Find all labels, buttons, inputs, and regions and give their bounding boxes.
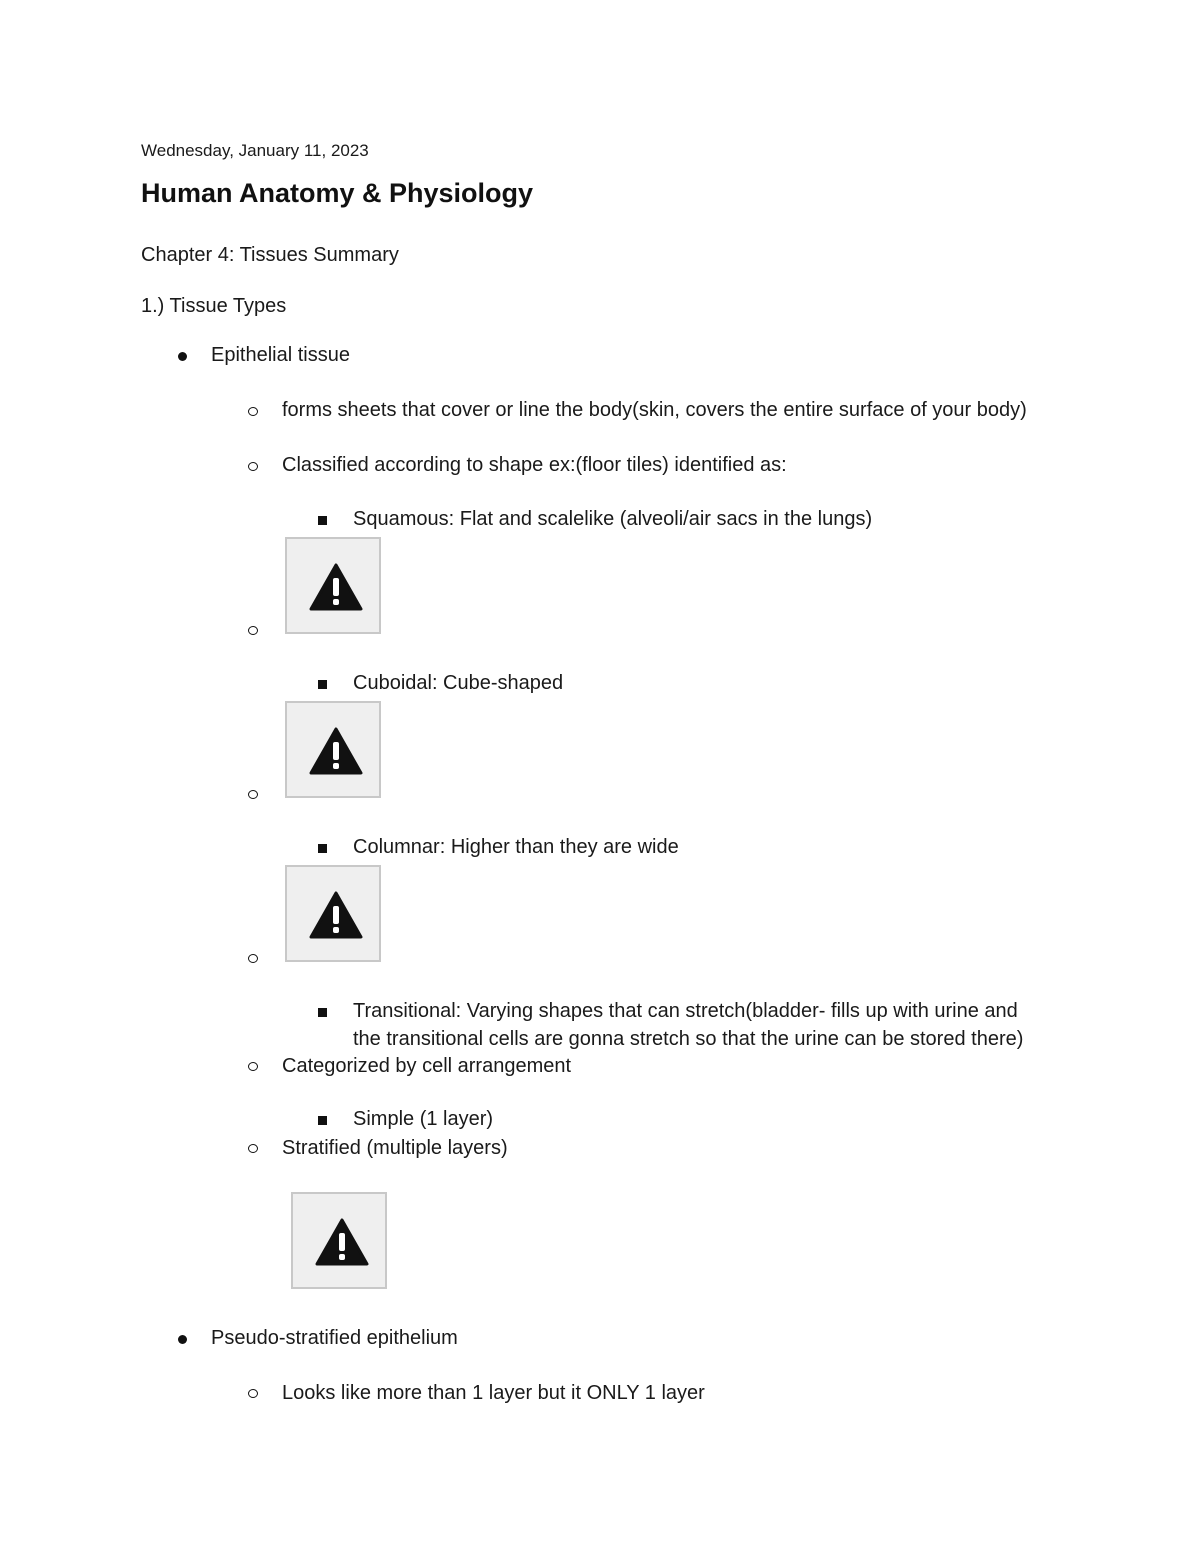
bullet-circle (248, 407, 258, 416)
bullet-circle (248, 1062, 258, 1071)
list-item-cuboidal: Cuboidal: Cube-shaped (353, 672, 564, 694)
broken-image-placeholder (291, 1192, 387, 1289)
list-item-classified: Classified according to shape ex:(floor tiles) identified as: (282, 454, 787, 476)
list-item-squamous: Squamous: Flat and scalelike (alveoli/air sacs in the lungs) (353, 508, 873, 530)
bullet-disc (178, 352, 187, 361)
bullet-disc (178, 1335, 187, 1344)
list-item-stratified: Stratified (multiple layers) (282, 1137, 508, 1159)
list-item-epithelial: Epithelial tissue (211, 344, 350, 366)
list-item-looks-like: Looks like more than 1 layer but it ONLY 1 layer (282, 1382, 705, 1404)
list-item-categorized: Categorized by cell arrangement (282, 1055, 572, 1077)
list-item-transitional-line2: the transitional cells are gonna stretch so that the urine can be stored there) (353, 1028, 1024, 1050)
bullet-circle (248, 626, 258, 635)
list-item-pseudo-stratified: Pseudo-stratified epithelium (211, 1327, 458, 1349)
bullet-square (318, 516, 327, 525)
list-item-transitional-line1: Transitional: Varying shapes that can stretch(bladder- fills up with urine and (353, 1000, 1018, 1022)
warning-icon (309, 891, 363, 939)
warning-icon (309, 563, 363, 611)
bullet-circle (248, 1389, 258, 1398)
list-item-forms-sheets: forms sheets that cover or line the body(skin, covers the entire surface of your body) (282, 399, 1027, 421)
list-item-simple: Simple (1 layer) (353, 1108, 494, 1130)
bullet-square (318, 680, 327, 689)
section-heading: 1.) Tissue Types (141, 295, 287, 317)
broken-image-placeholder (285, 701, 381, 798)
warning-icon (309, 727, 363, 775)
bullet-square (318, 1116, 327, 1125)
document-date: Wednesday, January 11, 2023 (141, 141, 369, 160)
chapter-heading: Chapter 4: Tissues Summary (141, 244, 399, 266)
list-item-columnar: Columnar: Higher than they are wide (353, 836, 679, 858)
bullet-circle (248, 1144, 258, 1153)
broken-image-placeholder (285, 865, 381, 962)
document-title: Human Anatomy & Physiology (141, 178, 534, 208)
bullet-circle (248, 954, 258, 963)
bullet-circle (248, 462, 258, 471)
bullet-circle (248, 790, 258, 799)
bullet-square (318, 844, 327, 853)
broken-image-placeholder (285, 537, 381, 634)
warning-icon (315, 1218, 369, 1266)
bullet-square (318, 1008, 327, 1017)
